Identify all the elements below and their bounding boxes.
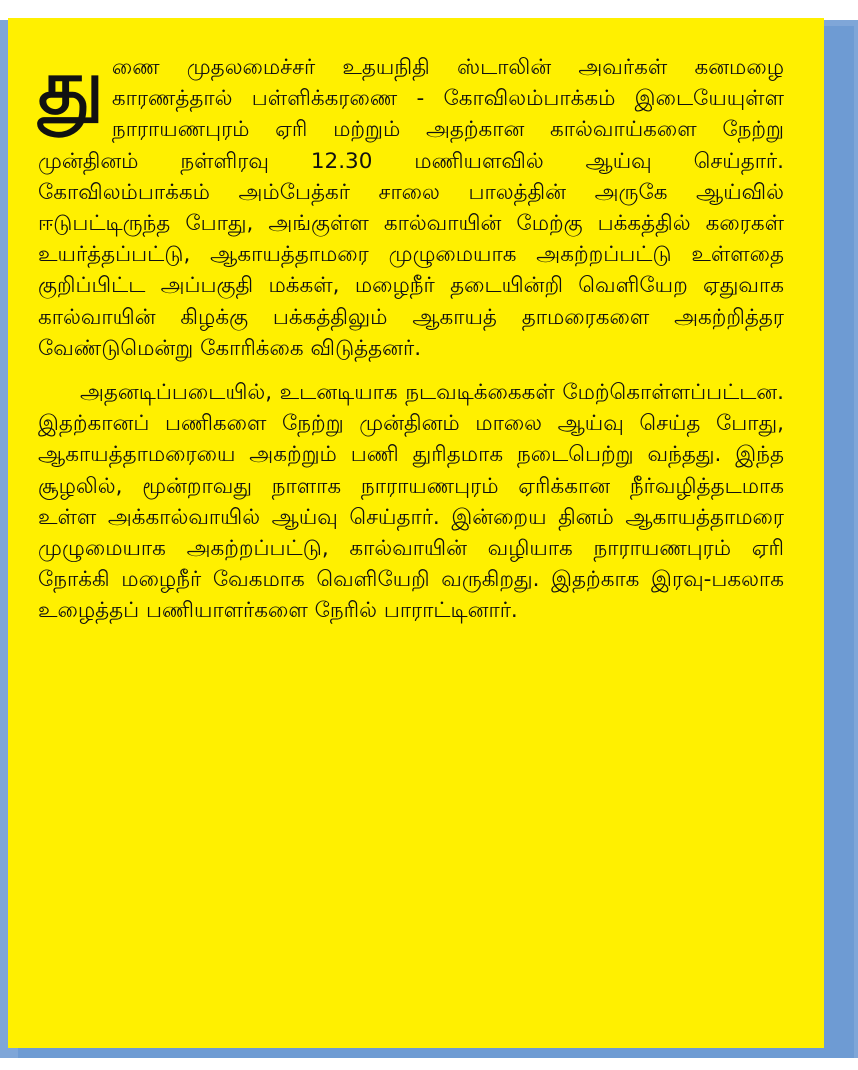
- drop-cap: து: [38, 42, 104, 131]
- article-paragraph-2: அதனடிப்படையில், உடனடியாக நடவடிக்கைகள் மேற்கொள்ளப்பட்டன. இதற்கானப் பணிகளை நேற்று முன்தினம் மாலை ஆய்வு செய்த போது, ஆகாயத்தாமரையை அகற்றும் பணி துரிதமாக நடைபெற்று வந்தது. இந்த சூழலில், மூன்றாவது நாளாக நாராயணபுரம் ஏரிக்கான நீர்வழித்தடமாக உள்ள அக்கால்வாயில் ஆய்வு செய்தார். இன்றைய தினம் ஆகாயத்தாமரை முழுமையாக அகற்றப்பட்டு, கால்வாயின் வழியாக நாராயணபுரம் ஏரி நோக்கி மழைநீர் வேகமாக வெளியேறி வருகிறது. இதற்காக இரவு-பகலாக உழைத்தப் பணியாளர்களை நேரில் பாராட்டினார்.: [38, 380, 784, 624]
- article-paragraph-1: [38, 42, 784, 364]
- top-margin: [0, 0, 858, 20]
- panel-shadow-right: [824, 26, 854, 1056]
- news-article: [38, 42, 784, 627]
- bottom-margin: [0, 1058, 858, 1070]
- panel-shadow-bottom: [18, 1048, 854, 1058]
- paragraph-1-text: ணை முதலமைச்சர் உதயநிதி ஸ்டாலின் அவர்கள் கனமழை காரணத்தால் பள்ளிக்கரணை - கோவிலம்பாக்கம் இடையேயுள்ள நாராயணபுரம் ஏரி மற்றும் அதற்கான கால்வாய்களை நேற்று முன்தினம் நள்ளிரவு 12.30 மணியளவில் ஆய்வு செய்தார். கோவிலம்பாக்கம் அம்பேத்கர் சாலை பாலத்தின் அருகே ஆய்வில் ஈடுபட்டிருந்த போது, அங்குள்ள கால்வாயின் மேற்கு பக்கத்தில் கரைகள் உயர்த்தப்பட்டு, ஆகாயத்தாமரை முழுமையாக அகற்றப்பட்டு உள்ளதை குறிப்பிட்ட அப்பகுதி மக்கள், மழைநீர் தடையின்றி வெளியேற ஏதுவாக கால்வாயின் கிழக்கு பக்கத்திலும் ஆகாயத் தாமரைகளை அகற்றித்தர வேண்டுமென்று கோரிக்கை விடுத்தனர்.: [38, 55, 784, 361]
